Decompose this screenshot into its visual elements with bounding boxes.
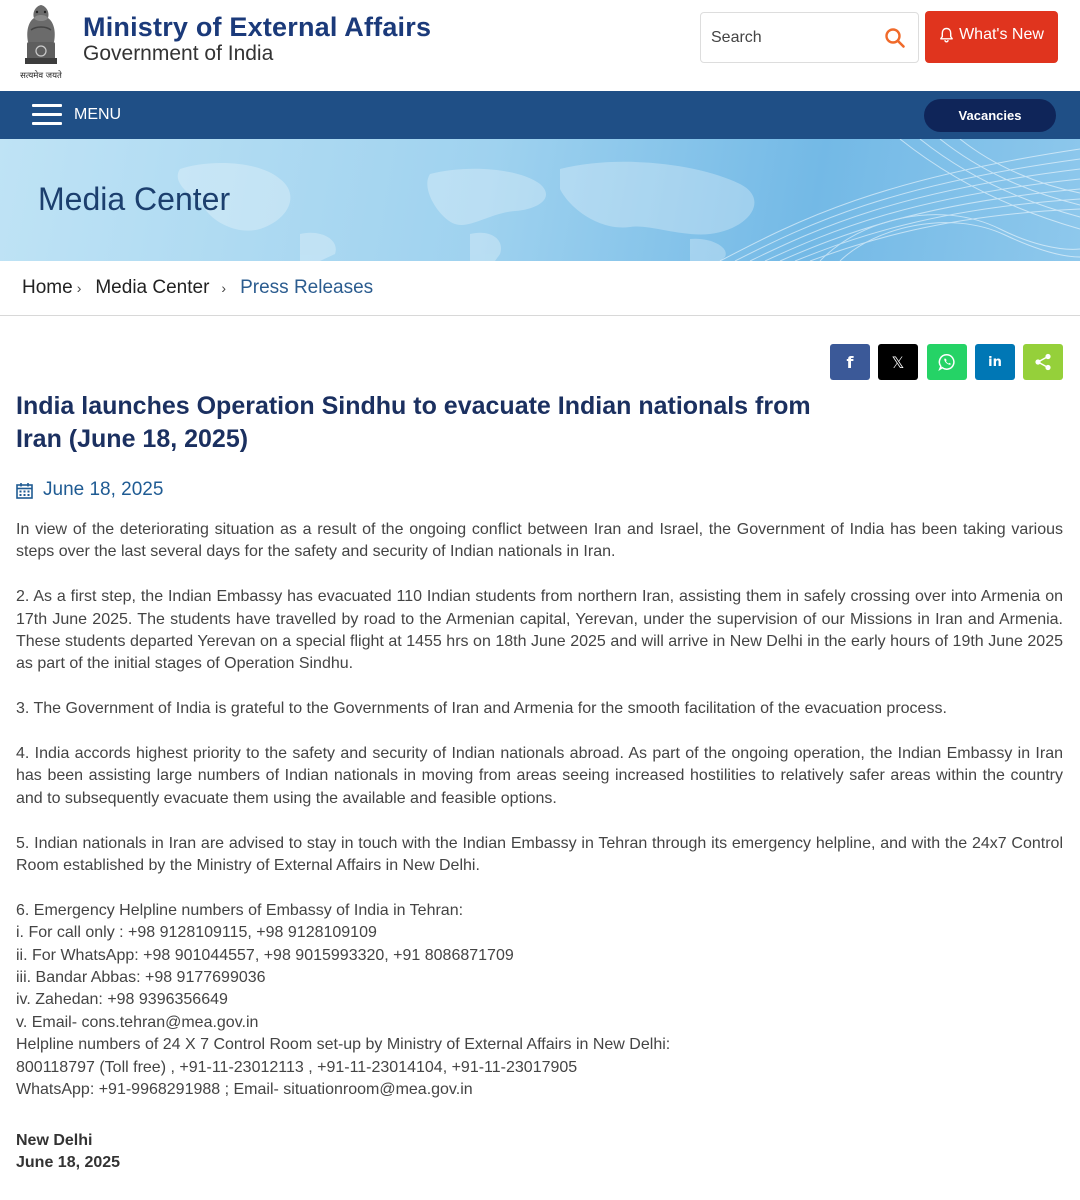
national-emblem-icon[interactable] bbox=[16, 2, 66, 82]
helpline-line: 800118797 (Toll free) , +91-11-23012113 , +91-11-23014104, +91-11-23017905 bbox=[16, 1058, 578, 1076]
emblem-caption: सत्यमेव जयते bbox=[20, 71, 62, 81]
helpline-line: WhatsApp: +91-9968291988 ; Email- situationroom@mea.gov.in bbox=[16, 1081, 473, 1099]
share-facebook-button[interactable] bbox=[830, 344, 870, 380]
breadcrumb-separator: › bbox=[221, 280, 227, 296]
article-paragraph: In view of the deteriorating situation as a result of the ongoing conflict between Iran and Israel, the Government of India has been taking various steps over the last several days for the safety and security of Indian nationals in Iran. bbox=[16, 521, 1063, 561]
helpline-line: 6. Emergency Helpline numbers of Embassy of India in Tehran: bbox=[16, 901, 464, 919]
helpline-list bbox=[16, 900, 1063, 1102]
share-icon bbox=[1034, 353, 1052, 371]
article-title bbox=[16, 390, 846, 456]
article-title-line: India launches Operation Sindhu to evacuate Indian nationals from bbox=[16, 392, 811, 420]
whats-new-button[interactable] bbox=[925, 11, 1058, 63]
share-twitter-button[interactable] bbox=[878, 344, 918, 380]
helpline-email-line: v. Email- cons.tehran@mea.gov.in bbox=[16, 1013, 259, 1031]
article-date-text: June 18, 2025 bbox=[43, 479, 164, 500]
whatsapp-icon bbox=[938, 353, 956, 371]
site-title[interactable]: Ministry of External Affairs bbox=[83, 12, 432, 42]
article-paragraph: 4. India accords highest priority to the safety and security of Indian nationals abroad. As part of the ongoing operation, the Indian Embassy in Iran has been assisting large numbers of Indian nationals in moving from areas seeing increased hostilities to relatively safer areas within the country and to subsequently evacuate them using the available and feasible options. bbox=[16, 745, 1063, 807]
share-more-button[interactable] bbox=[1023, 344, 1063, 380]
breadcrumb-current: Press Releases bbox=[240, 277, 374, 298]
helpline-line: ii. For WhatsApp: +98 901044557, +98 9015993320, +91 8086871709 bbox=[16, 946, 514, 964]
x-twitter-icon: 𝕏 bbox=[891, 352, 905, 372]
search-input[interactable] bbox=[711, 25, 871, 51]
breadcrumb-media-center[interactable]: Media Center bbox=[95, 277, 210, 298]
linkedin-icon: in bbox=[988, 354, 1002, 370]
breadcrumb bbox=[0, 261, 1080, 316]
breadcrumb-separator: › bbox=[76, 280, 82, 296]
article-body bbox=[16, 519, 1063, 1101]
search-icon[interactable] bbox=[884, 27, 906, 49]
calendar-icon bbox=[16, 482, 33, 499]
helpline-line: i. For call only : +98 9128109115, +98 9128109109 bbox=[16, 924, 377, 942]
main-nav bbox=[0, 91, 1080, 139]
article-signoff bbox=[16, 1130, 120, 1175]
helpline-line: iv. Zahedan: +98 9396356649 bbox=[16, 991, 228, 1009]
hamburger-icon bbox=[32, 104, 62, 126]
menu-label: MENU bbox=[74, 106, 122, 123]
signoff-date: June 18, 2025 bbox=[16, 1154, 121, 1172]
signoff-place: New Delhi bbox=[16, 1132, 93, 1149]
facebook-icon: f bbox=[846, 352, 854, 372]
vacancies-button[interactable]: Vacancies bbox=[924, 99, 1056, 132]
banner-title: Media Center bbox=[38, 181, 231, 217]
article-paragraph: 2. As a first step, the Indian Embassy has evacuated 110 Indian students from northern Iran, assisting them in safely crossing over into Armenia on 17th June 2025. The students have travelled by road to the Armenian capital, Yerevan, under the supervision of our Missions in Iran and Armenia. These students departed Yerevan on a special flight at 1455 hrs on 18th June 2025 and will arrive in New Delhi in the early hours of 19th June 2025 as part of the initial stages of Operation Sindhu. bbox=[16, 588, 1063, 673]
article-title-line: Iran (June 18, 2025) bbox=[16, 425, 249, 453]
menu-button[interactable] bbox=[32, 102, 121, 128]
whats-new-label: What's New bbox=[959, 26, 1044, 43]
share-linkedin-button[interactable] bbox=[975, 344, 1015, 380]
search-box bbox=[700, 12, 919, 63]
article-paragraph: 5. Indian nationals in Iran are advised to stay in touch with the Indian Embassy in Tehran through its emergency helpline, and with the 24x7 Control Room established by the Ministry of External Affairs in New Delhi. bbox=[16, 834, 1063, 875]
share-whatsapp-button[interactable] bbox=[927, 344, 967, 380]
bell-icon bbox=[939, 27, 954, 43]
site-subtitle: Government of India bbox=[83, 42, 274, 65]
site-header bbox=[0, 0, 1080, 91]
helpline-line: iii. Bandar Abbas: +98 9177699036 bbox=[16, 969, 266, 987]
breadcrumb-home[interactable]: Home bbox=[22, 277, 73, 298]
article-paragraph: 3. The Government of India is grateful to the Governments of Iran and Armenia for the smooth facilitation of the evacuation process. bbox=[16, 700, 947, 718]
article-date bbox=[16, 478, 163, 502]
helpline-line: Helpline numbers of 24 X 7 Control Room set-up by Ministry of External Affairs in New Delhi: bbox=[16, 1036, 671, 1054]
page-banner bbox=[0, 139, 1080, 261]
